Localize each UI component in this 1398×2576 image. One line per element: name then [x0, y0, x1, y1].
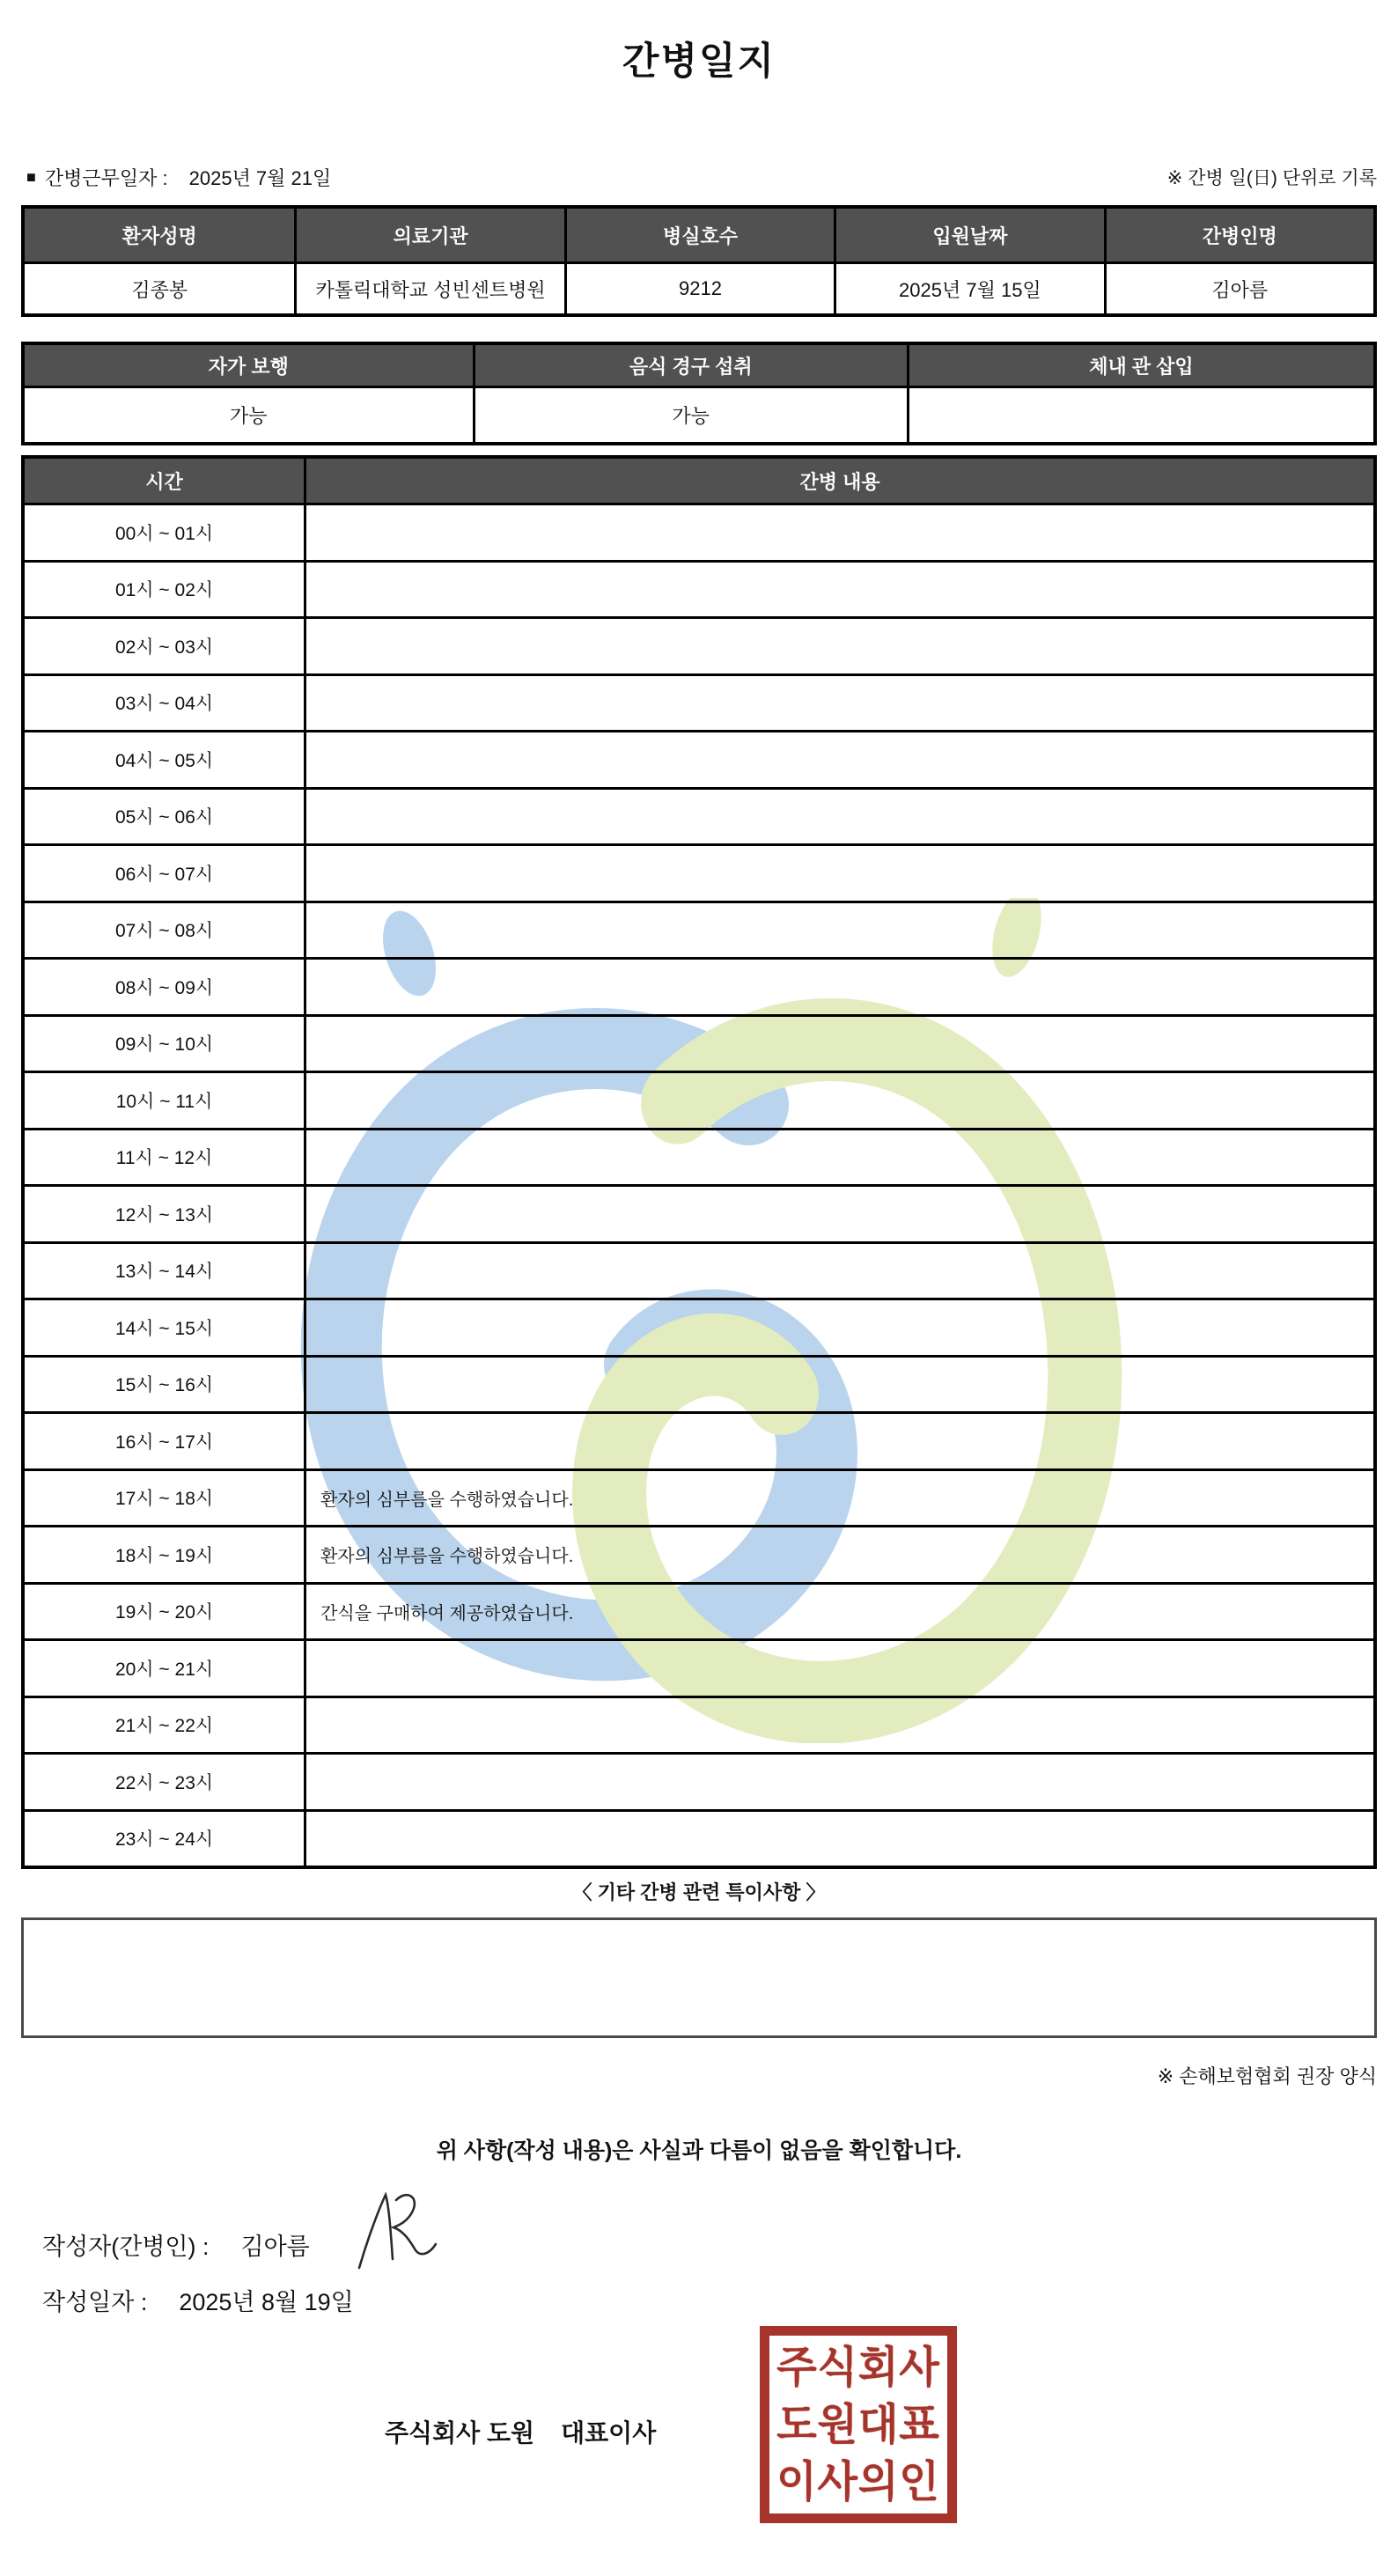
care-time-cell: 10시 ~ 11시: [115, 1091, 213, 1112]
care-time-cell: 18시 ~ 19시: [114, 1545, 214, 1566]
care-time-cell: 01시 ~ 02시: [114, 580, 214, 601]
work-date-value: 2025년 7월 21일: [188, 166, 332, 189]
care-content-cell[interactable]: [304, 903, 1373, 958]
care-content-cell[interactable]: [304, 732, 1373, 787]
care-content-cell[interactable]: [304, 1073, 1373, 1128]
care-content-cell[interactable]: [304, 1641, 1373, 1696]
written-date-value: 2025년 8월 19일: [179, 2289, 354, 2315]
care-log-row: [25, 1752, 1373, 1809]
oral-intake-value: 가능: [473, 388, 907, 442]
care-log-row: [25, 1411, 1373, 1468]
care-log-row: [25, 730, 1373, 787]
ceo-label: 대표이사: [561, 2419, 657, 2447]
company-seal-stamp: [760, 2326, 957, 2523]
care-log-row: [25, 1809, 1373, 1866]
care-time-cell: 09시 ~ 10시: [114, 1034, 214, 1056]
time-column-header: 시간: [25, 459, 304, 503]
patient-name-header: 환자성명: [25, 209, 294, 261]
writer-name: 김아름: [240, 2234, 310, 2260]
oral-intake-header: 음식 경구 섭취: [473, 345, 907, 386]
care-content-cell[interactable]: [304, 1187, 1373, 1241]
work-date-label: 간병근무일자 :: [44, 166, 168, 189]
care-log-row: [25, 957, 1373, 1014]
care-time-cell: 20시 ~ 21시: [114, 1659, 214, 1680]
confirmation-statement: 위 사항(작성 내용)은 사실과 다름이 없음을 확인합니다.: [436, 2138, 962, 2163]
care-time-cell: 15시 ~ 16시: [114, 1375, 214, 1396]
stamp-line-3: 이사의인: [776, 2456, 940, 2506]
written-date-label: 작성일자 :: [42, 2289, 148, 2315]
patient-condition-table: [21, 342, 1377, 445]
care-content-cell[interactable]: [304, 790, 1373, 844]
company-name: 주식회사 도원: [385, 2419, 535, 2447]
care-time-cell: 03시 ~ 04시: [114, 694, 214, 715]
care-log-row: [25, 1355, 1373, 1412]
writer-label: 작성자(간병인) :: [42, 2234, 210, 2260]
unit-note: ※ 간병 일(日) 단위로 기록: [1166, 168, 1377, 188]
stamp-line-1: 주식회사: [776, 2343, 940, 2392]
medical-institution-value: 카톨릭대학교 성빈센트병원: [294, 264, 563, 313]
care-log-row: [25, 673, 1373, 731]
admission-date-value: 2025년 7월 15일: [834, 264, 1103, 313]
room-number-header: 병실호수: [564, 209, 834, 261]
care-log-row: [25, 560, 1373, 617]
writer-line: [42, 2227, 310, 2262]
care-content-cell[interactable]: [304, 1244, 1373, 1299]
care-time-cell: 21시 ~ 22시: [114, 1716, 214, 1737]
care-log-row: [25, 787, 1373, 844]
care-log-rows: [25, 503, 1373, 1866]
care-time-cell: 17시 ~ 18시: [114, 1489, 214, 1510]
care-log-row: [25, 1525, 1373, 1582]
care-log-row: [25, 1014, 1373, 1071]
care-time-cell: 11시 ~ 12시: [115, 1148, 213, 1169]
care-time-cell: 16시 ~ 17시: [114, 1432, 214, 1453]
self-walking-header: 자가 보행: [25, 345, 473, 386]
medical-institution-header: 의료기관: [294, 209, 563, 261]
work-date-line: [26, 164, 331, 191]
room-number-value: 9212: [564, 264, 834, 313]
stamp-line-2: 도원대표: [776, 2399, 940, 2449]
care-log-row: [25, 843, 1373, 901]
care-time-cell: 06시 ~ 07시: [114, 864, 214, 885]
care-content-cell[interactable]: [304, 505, 1373, 560]
care-time-cell: 22시 ~ 23시: [114, 1772, 214, 1793]
care-log-row: [25, 616, 1373, 673]
care-content-cell[interactable]: [304, 960, 1373, 1014]
self-walking-value: 가능: [230, 405, 268, 427]
care-log-row: [25, 1638, 1373, 1696]
care-content-cell[interactable]: [304, 1414, 1373, 1468]
care-content-cell[interactable]: [304, 1130, 1373, 1185]
care-log-table: [21, 455, 1377, 1869]
patient-info-table: [21, 205, 1377, 317]
caregiver-signature: [352, 2189, 437, 2278]
care-time-cell: 08시 ~ 09시: [114, 977, 214, 998]
care-time-cell: 02시 ~ 03시: [114, 637, 214, 658]
care-time-cell: 04시 ~ 05시: [114, 750, 214, 771]
caregiver-name-header: 간병인명: [1104, 209, 1373, 261]
care-content-cell[interactable]: [304, 1698, 1373, 1753]
care-content-cell[interactable]: [304, 1300, 1373, 1355]
page-title: 간병일지: [622, 40, 776, 83]
care-content-cell[interactable]: 환자의 심부름을 수행하였습니다.: [304, 1527, 1373, 1582]
care-content-column-header: 간병 내용: [304, 459, 1373, 503]
patient-name-value: 김종봉: [131, 278, 188, 301]
special-notes-title: 〈 기타 간병 관련 특이사항 〉: [572, 1881, 826, 1903]
care-time-cell: 13시 ~ 14시: [114, 1262, 214, 1283]
care-log-row: [25, 1468, 1373, 1526]
care-content-cell[interactable]: [304, 619, 1373, 673]
square-bullet-icon: ■: [26, 167, 36, 186]
care-content-cell[interactable]: [304, 563, 1373, 617]
care-content-cell[interactable]: [304, 1755, 1373, 1809]
care-content-cell[interactable]: 환자의 심부름을 수행하였습니다.: [304, 1471, 1373, 1526]
care-time-cell: 05시 ~ 06시: [114, 807, 214, 828]
admission-date-header: 입원날짜: [834, 209, 1103, 261]
care-log-row: [25, 901, 1373, 958]
caregiver-name-value: 김아름: [1104, 264, 1373, 313]
written-date-line: [42, 2283, 354, 2317]
care-log-row: [25, 1582, 1373, 1639]
care-log-row: [25, 1071, 1373, 1128]
care-log-row: [25, 1298, 1373, 1355]
care-content-cell[interactable]: [304, 1812, 1373, 1866]
care-time-cell: 14시 ~ 15시: [114, 1318, 214, 1339]
info-row: [26, 164, 1377, 190]
care-time-cell: 23시 ~ 24시: [114, 1829, 214, 1851]
care-log-row: [25, 1128, 1373, 1185]
care-log-row: [25, 1696, 1373, 1753]
recommended-form-note: ※ 손해보험협회 권장 양식: [1157, 2065, 1377, 2087]
care-time-cell: 07시 ~ 08시: [114, 921, 214, 942]
care-content-cell[interactable]: [304, 1358, 1373, 1412]
care-time-cell: 12시 ~ 13시: [114, 1204, 214, 1225]
company-line: [385, 2414, 656, 2449]
tube-insertion-value: [907, 388, 1373, 442]
care-log-row: [25, 503, 1373, 560]
care-time-cell: 00시 ~ 01시: [114, 523, 214, 544]
care-content-cell[interactable]: 간식을 구매하여 제공하였습니다.: [304, 1585, 1373, 1639]
care-time-cell: 19시 ~ 20시: [114, 1602, 214, 1623]
care-log-row: [25, 1184, 1373, 1241]
care-content-cell[interactable]: [304, 846, 1373, 901]
special-notes-box[interactable]: [21, 1917, 1377, 2038]
care-content-cell[interactable]: [304, 676, 1373, 731]
care-log-row: [25, 1241, 1373, 1299]
tube-insertion-header: 체내 관 삽입: [907, 345, 1373, 386]
care-content-cell[interactable]: [304, 1017, 1373, 1071]
